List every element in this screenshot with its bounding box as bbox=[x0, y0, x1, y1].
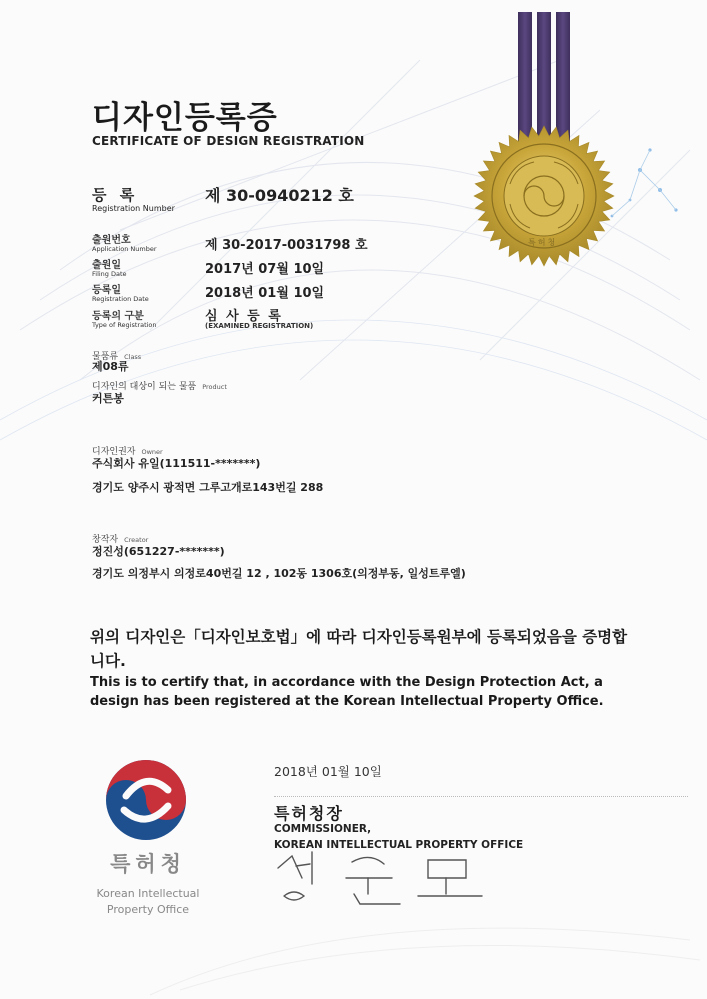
office-name-english-1: Korean Intellectual bbox=[96, 887, 200, 900]
certification-statement-english: This is to certify that, in accordance with the Design Protection Act, a design has been registered at the Korean Intellectual Property Office. bbox=[90, 675, 604, 709]
creator-label-english: Creator bbox=[124, 536, 149, 544]
registration-type-label: 등록의 구분 bbox=[92, 311, 144, 322]
registration-type-label-english: Type of Registration bbox=[92, 321, 157, 329]
signature bbox=[278, 852, 482, 904]
seal-text: 특허청 bbox=[528, 238, 558, 247]
office-name-english-2: Property Office bbox=[106, 903, 190, 916]
kipo-logo-icon bbox=[106, 760, 186, 840]
certification-statement-korean: 위의 디자인은「디자인보호법」에 따라 디자인등록원부에 등록되었음을 증명합니다. bbox=[90, 628, 628, 670]
owner-address: 경기도 양주시 광적면 그루고개로143번길 288 bbox=[92, 481, 324, 494]
registration-label: 등 록 bbox=[92, 186, 139, 204]
registration-label-english: Registration Number bbox=[92, 204, 175, 213]
office-name-korean: 특허청 bbox=[110, 852, 186, 876]
class-value: 제08류 bbox=[92, 360, 129, 373]
class-label: 물품류 bbox=[92, 352, 119, 362]
certificate-title-english: CERTIFICATE OF DESIGN REGISTRATION bbox=[92, 134, 365, 148]
issue-date: 2018년 01월 10일 bbox=[274, 764, 382, 779]
application-number-label-english: Application Number bbox=[92, 245, 157, 253]
filing-date-label: 출원일 bbox=[92, 260, 121, 271]
registration-date-label-english: Registration Date bbox=[92, 295, 149, 303]
class-label-english: Class bbox=[124, 353, 142, 361]
owner-name: 주식회사 유일(111511-*******) bbox=[92, 457, 261, 470]
commissioner-title-english-1: COMMISSIONER, bbox=[274, 823, 372, 835]
certificate-title: 디자인등록증 bbox=[92, 100, 278, 136]
divider bbox=[274, 796, 688, 797]
product-value: 커튼봉 bbox=[92, 392, 124, 405]
registration-date-value: 2018년 01월 10일 bbox=[205, 286, 325, 301]
product-label-english: Product bbox=[202, 383, 227, 391]
product-label: 디자인의 대상이 되는 물품 bbox=[92, 382, 197, 392]
filing-date-label-english: Filing Date bbox=[92, 270, 127, 278]
owner-label-english: Owner bbox=[141, 448, 163, 456]
creator-label: 창작자 bbox=[92, 535, 119, 545]
registration-date-label: 등록일 bbox=[92, 285, 121, 296]
creator-address: 경기도 의정부시 의정로40번길 12 , 102동 1306호(의정부동, 일성트루엘) bbox=[92, 567, 466, 580]
application-number-value: 제 30-2017-0031798 호 bbox=[205, 238, 368, 253]
application-number-label: 출원번호 bbox=[92, 235, 131, 246]
registration-number: 제 30-0940212 호 bbox=[205, 186, 354, 205]
creator-name: 정진성(651227-*******) bbox=[92, 545, 225, 558]
owner-label: 디자인권자 bbox=[92, 447, 136, 457]
filing-date-value: 2017년 07월 10일 bbox=[205, 262, 325, 277]
registration-type-value-english: (EXAMINED REGISTRATION) bbox=[205, 322, 314, 330]
registration-type-value: 심 사 등 록 bbox=[205, 309, 283, 324]
commissioner-title-english-2: KOREAN INTELLECTUAL PROPERTY OFFICE bbox=[274, 839, 524, 851]
commissioner-title-korean: 특허청장 bbox=[274, 804, 344, 823]
